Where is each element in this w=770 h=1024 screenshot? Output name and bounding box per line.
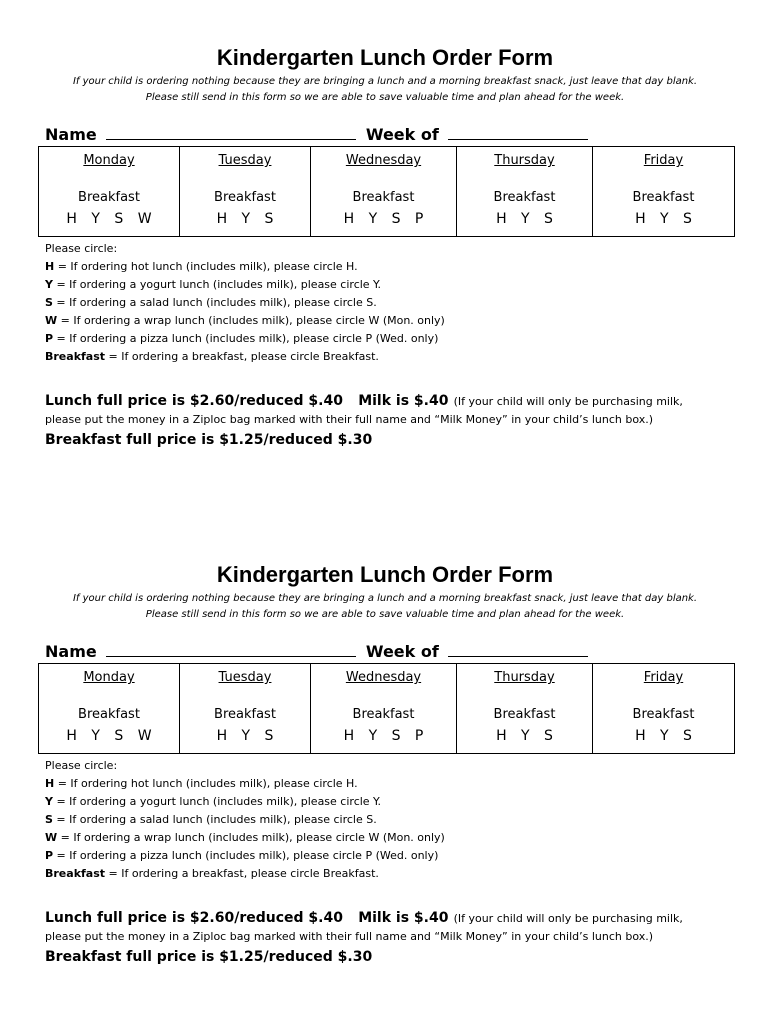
legend-key: Y xyxy=(45,795,53,808)
legend xyxy=(45,240,745,366)
legend-heading: Please circle: xyxy=(45,759,118,772)
day-cell-friday xyxy=(593,147,735,237)
breakfast-price: Breakfast full price is $1.25/reduced $.30 xyxy=(45,949,373,965)
lunch-options[interactable]: H Y S xyxy=(216,211,274,227)
breakfast-option[interactable]: Breakfast xyxy=(632,190,695,205)
legend-text: = If ordering hot lunch (includes milk), please circle H. xyxy=(54,260,358,273)
intro-line-2: Please still send in this form so we are able to save valuable time and plan ahead for the week. xyxy=(145,92,625,103)
legend-item xyxy=(45,829,745,847)
breakfast-option[interactable]: Breakfast xyxy=(493,707,556,722)
breakfast-option[interactable]: Breakfast xyxy=(78,190,140,205)
day-name: Monday xyxy=(83,153,135,168)
lunch-price: Lunch full price is $2.60/reduced $.40 xyxy=(45,393,343,409)
intro-line-1: If your child is ordering nothing because they are bringing a lunch and a morning breakfast snack, just leave that day blank. xyxy=(72,76,698,87)
legend-text: = If ordering a yogurt lunch (includes milk), please circle Y. xyxy=(52,278,382,291)
legend-key: P xyxy=(45,849,54,862)
legend-item xyxy=(45,294,745,312)
day-name: Wednesday xyxy=(345,153,422,168)
day-cell-tuesday xyxy=(180,664,311,754)
legend-key: S xyxy=(45,813,53,826)
name-week-line xyxy=(45,641,745,663)
lunch-options[interactable]: H Y S P xyxy=(343,728,424,744)
legend-item xyxy=(45,811,745,829)
breakfast-option[interactable]: Breakfast xyxy=(214,190,276,205)
milk-note: (If your child will only be purchasing milk, xyxy=(453,395,683,408)
legend-key: Breakfast xyxy=(45,867,106,880)
legend-key: Y xyxy=(45,278,53,291)
lunch-options[interactable]: H Y S xyxy=(496,211,553,227)
breakfast-option[interactable]: Breakfast xyxy=(78,707,140,722)
legend-item xyxy=(45,258,745,276)
breakfast-option[interactable]: Breakfast xyxy=(352,707,415,722)
day-name: Thursday xyxy=(494,670,555,685)
legend-heading: Please circle: xyxy=(45,242,118,255)
day-name: Monday xyxy=(83,670,135,685)
breakfast-price: Breakfast full price is $1.25/reduced $.30 xyxy=(45,432,373,448)
lunch-order-form-top xyxy=(0,0,770,500)
legend xyxy=(45,757,745,883)
lunch-options[interactable]: H Y S W xyxy=(66,728,152,744)
milk-note: (If your child will only be purchasing milk, xyxy=(453,912,683,925)
name-field[interactable] xyxy=(106,642,356,657)
milk-price: Milk is $.40 xyxy=(358,393,449,409)
day-cell-monday xyxy=(39,147,180,237)
lunch-options[interactable]: H Y S P xyxy=(343,211,424,227)
legend-text: = If ordering a pizza lunch (includes milk), please circle P (Wed. only) xyxy=(53,849,439,862)
name-field[interactable] xyxy=(106,125,356,140)
legend-item xyxy=(45,348,745,366)
legend-text: = If ordering a breakfast, please circle Breakfast. xyxy=(105,350,379,363)
day-cell-tuesday xyxy=(180,147,311,237)
day-name: Friday xyxy=(643,670,684,685)
name-label: Name xyxy=(45,642,97,661)
legend-item xyxy=(45,793,745,811)
day-cell-thursday xyxy=(457,664,593,754)
week-field[interactable] xyxy=(448,125,588,140)
day-cell-friday xyxy=(593,664,735,754)
legend-item xyxy=(45,775,745,793)
legend-key: S xyxy=(45,296,53,309)
breakfast-option[interactable]: Breakfast xyxy=(493,190,556,205)
legend-key: H xyxy=(45,260,55,273)
milk-note-line-2: please put the money in a Ziploc bag marked with their full name and “Milk Money” in your child’s lunch box.) xyxy=(45,413,654,426)
day-cell-thursday xyxy=(457,147,593,237)
day-grid xyxy=(38,146,735,237)
day-grid xyxy=(38,663,735,754)
legend-text: = If ordering hot lunch (includes milk), please circle H. xyxy=(54,777,358,790)
legend-item xyxy=(45,865,745,883)
legend-text: = If ordering a salad lunch (includes milk), please circle S. xyxy=(52,296,377,309)
week-label: Week of xyxy=(365,125,439,144)
legend-text: = If ordering a wrap lunch (includes milk), please circle W (Mon. only) xyxy=(57,831,445,844)
legend-text: = If ordering a pizza lunch (includes milk), please circle P (Wed. only) xyxy=(53,332,439,345)
day-name: Tuesday xyxy=(218,670,272,685)
lunch-options[interactable]: H Y S W xyxy=(66,211,152,227)
milk-note-line-2: please put the money in a Ziploc bag marked with their full name and “Milk Money” in your child’s lunch box.) xyxy=(45,930,654,943)
legend-key: Breakfast xyxy=(45,350,106,363)
legend-item xyxy=(45,312,745,330)
breakfast-option[interactable]: Breakfast xyxy=(352,190,415,205)
lunch-options[interactable]: H Y S xyxy=(216,728,274,744)
intro-line-2: Please still send in this form so we are able to save valuable time and plan ahead for the week. xyxy=(145,609,625,620)
day-cell-wednesday xyxy=(311,147,457,237)
week-field[interactable] xyxy=(448,642,588,657)
legend-item xyxy=(45,330,745,348)
lunch-options[interactable]: H Y S xyxy=(635,211,692,227)
day-name: Friday xyxy=(643,153,684,168)
legend-text: = If ordering a wrap lunch (includes milk), please circle W (Mon. only) xyxy=(57,314,445,327)
lunch-options[interactable]: H Y S xyxy=(496,728,553,744)
form-title: Kindergarten Lunch Order Form xyxy=(216,45,554,70)
legend-key: H xyxy=(45,777,55,790)
lunch-order-form-bottom xyxy=(0,517,770,1017)
day-name: Tuesday xyxy=(218,153,272,168)
legend-key: W xyxy=(45,831,58,844)
day-cell-wednesday xyxy=(311,664,457,754)
name-week-line xyxy=(45,124,745,146)
day-cell-monday xyxy=(39,664,180,754)
breakfast-option[interactable]: Breakfast xyxy=(632,707,695,722)
intro-line-1: If your child is ordering nothing because they are bringing a lunch and a morning breakfast snack, just leave that day blank. xyxy=(72,593,698,604)
day-name: Wednesday xyxy=(345,670,422,685)
name-label: Name xyxy=(45,125,97,144)
breakfast-option[interactable]: Breakfast xyxy=(214,707,276,722)
form-title: Kindergarten Lunch Order Form xyxy=(216,562,554,587)
legend-key: W xyxy=(45,314,58,327)
legend-item xyxy=(45,276,745,294)
day-name: Thursday xyxy=(494,153,555,168)
legend-text: = If ordering a breakfast, please circle Breakfast. xyxy=(105,867,379,880)
milk-price: Milk is $.40 xyxy=(358,910,449,926)
lunch-options[interactable]: H Y S xyxy=(635,728,692,744)
legend-key: P xyxy=(45,332,54,345)
legend-text: = If ordering a salad lunch (includes milk), please circle S. xyxy=(52,813,377,826)
lunch-price: Lunch full price is $2.60/reduced $.40 xyxy=(45,910,343,926)
legend-text: = If ordering a yogurt lunch (includes milk), please circle Y. xyxy=(52,795,382,808)
week-label: Week of xyxy=(365,642,439,661)
legend-item xyxy=(45,847,745,865)
